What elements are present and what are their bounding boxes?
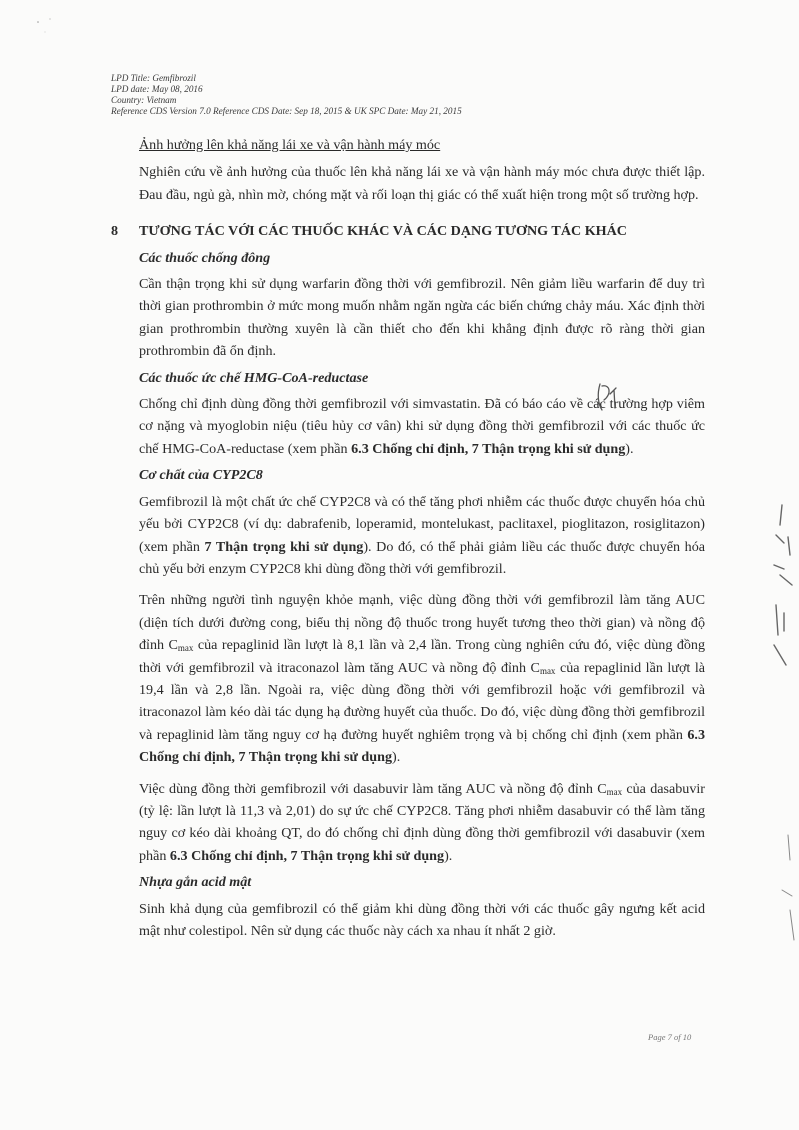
header-reference: Reference CDS Version 7.0 Reference CDS Date: Sep 18, 2015 & UK SPC Date: May 21, 2015	[111, 106, 462, 116]
cyp2c8-paragraph-2: Trên những người tình nguyện khỏe mạnh, việc dùng đồng thời với gemfibrozil làm tăng AUC (diện tích dưới đường cong, biểu thị nồng độ thuốc trong huyết tương theo thời gian) và nồng độ đỉnh $C_{max}$ của repaglinid lần lượt là 8,1 lần và 2,4 lần. Trong cùng nghiên cứu đó, việc dùng đồng thời với gemfibrozil và itraconazol làm tăng AUC và nồng độ đỉnh $C_{max}$ của repaglinid lần lượt là 19,4 lần và 2,8 lần. Ngoài ra, việc dùng đồng thời với gemfibrozil hoặc với gemfibrozil và itraconazol làm kéo dài tác dụng hạ đường huyết của thuốc. Do đó, việc dùng đồng thời gemfibrozil và repaglinid làm tăng nguy cơ hạ đường huyết nghiêm trọng và bị chống chỉ định (xem phần 6.3 Chống chỉ định, 7 Thận trọng khi sử dụng).	[139, 592, 706, 766]
section-number: 8	[111, 223, 119, 240]
section-8-heading	[111, 220, 705, 242]
cross-reference: 6.3 Chống chỉ định, 7 Thận trọng khi sử dụng	[351, 440, 626, 457]
header-date: LPD date: May 08, 2016	[111, 84, 203, 94]
document-header	[111, 73, 671, 117]
page-number: Page 7 of 10	[648, 1032, 692, 1042]
cross-reference: 7 Thận trọng khi sử dụng	[204, 538, 364, 555]
header-title: LPD Title: Gemfibrozil	[111, 73, 196, 83]
anticoagulant-heading: Các thuốc chống đông	[139, 249, 271, 266]
margin-stamp-marks	[762, 495, 796, 675]
cross-reference: 6.3 Chống chỉ định, 7 Thận trọng khi sử dụng	[169, 847, 445, 864]
driving-heading: Ảnh hưởng lên khả năng lái xe và vận hành máy móc	[139, 137, 441, 153]
bile-acid-paragraph: Sinh khả dụng của gemfibrozil có thể giảm khi dùng đồng thời với các thuốc gây ngưng kết acid mật như colestipol. Nên sử dụng các thuốc này cách xa nhau ít nhất 2 giờ.	[139, 900, 705, 939]
cross-reference: 6.3 Chống chỉ định, 7 Thận trọng khi sử dụng	[139, 726, 705, 766]
margin-edge-marks	[770, 830, 795, 950]
cyp2c8-paragraph-1: Gemfibrozil là một chất ức chế CYP2C8 và có thể tăng phơi nhiễm các thuốc được chuyển hóa chủ yếu bởi CYP2C8 (ví dụ: dabrafenib, loperamid, montelukast, paclitaxel, pioglitazon, rosiglitazon) (xem phần 7 Thận trọng khi sử dụng). Do đó, có thể phải giảm liều các thuốc được chuyển hóa chủ yếu bởi enzym CYP2C8 khi dùng đồng thời với gemfibrozil.	[139, 493, 706, 577]
hmg-coa-paragraph: Chống chỉ định dùng đồng thời gemfibrozil với simvastatin. Đã có báo cáo về các trường hợp viêm cơ nặng và myoglobin niệu (tiêu hủy cơ vân) khi sử dụng đồng thời gemfibrozil với các thuốc ức chế HMG-CoA-reductase (xem phần 6.3 Chống chỉ định, 7 Thận trọng khi sử dụng).	[139, 396, 705, 457]
driving-paragraph: Nghiên cứu về ảnh hưởng của thuốc lên khả năng lái xe và vận hành máy móc chưa được thiết lập. Đau đầu, ngủ gà, nhìn mờ, chóng mặt và rối loạn thị giác có thể xuất hiện trong một số trường hợp.	[139, 164, 705, 203]
bile-acid-heading: Nhựa gắn acid mật	[139, 874, 252, 891]
handwritten-initials-icon	[594, 380, 624, 416]
cyp2c8-heading: Cơ chất của CYP2C8	[139, 467, 263, 484]
hmg-coa-heading: Các thuốc ức chế HMG-CoA-reductase	[139, 369, 369, 386]
scan-speck	[30, 10, 70, 40]
document-body	[111, 134, 706, 946]
anticoagulant-paragraph: Cần thận trọng khi sử dụng warfarin đồng thời với gemfibrozil. Nên giảm liều warfarin để duy trì thời gian prothrombin ở mức mong muốn nhằm ngăn ngừa các biến chứng chảy máu. Xác định thời gian prothrombin thường xuyên là cần thiết cho đến khi khẳng định được rõ ràng thời gian prothrombin đã ổn định.	[139, 276, 705, 360]
section-title: TƯƠNG TÁC VỚI CÁC THUỐC KHÁC VÀ CÁC DẠNG TƯƠNG TÁC KHÁC	[139, 223, 627, 240]
header-country: Country: Vietnam	[111, 95, 177, 105]
cyp2c8-paragraph-3: Việc dùng đồng thời gemfibrozil với dasabuvir làm tăng AUC và nồng độ đỉnh $C_{max}$ của dasabuvir (tỷ lệ: lần lượt là 11,3 và 2,01) do sự ức chế CYP2C8. Tăng phơi nhiễm dasabuvir có thể làm tăng nguy cơ kéo dài khoảng QT, do đó chống chỉ định dùng đồng thời gemfibrozil với dasabuvir (xem phần 6.3 Chống chỉ định, 7 Thận trọng khi sử dụng).	[139, 780, 705, 864]
